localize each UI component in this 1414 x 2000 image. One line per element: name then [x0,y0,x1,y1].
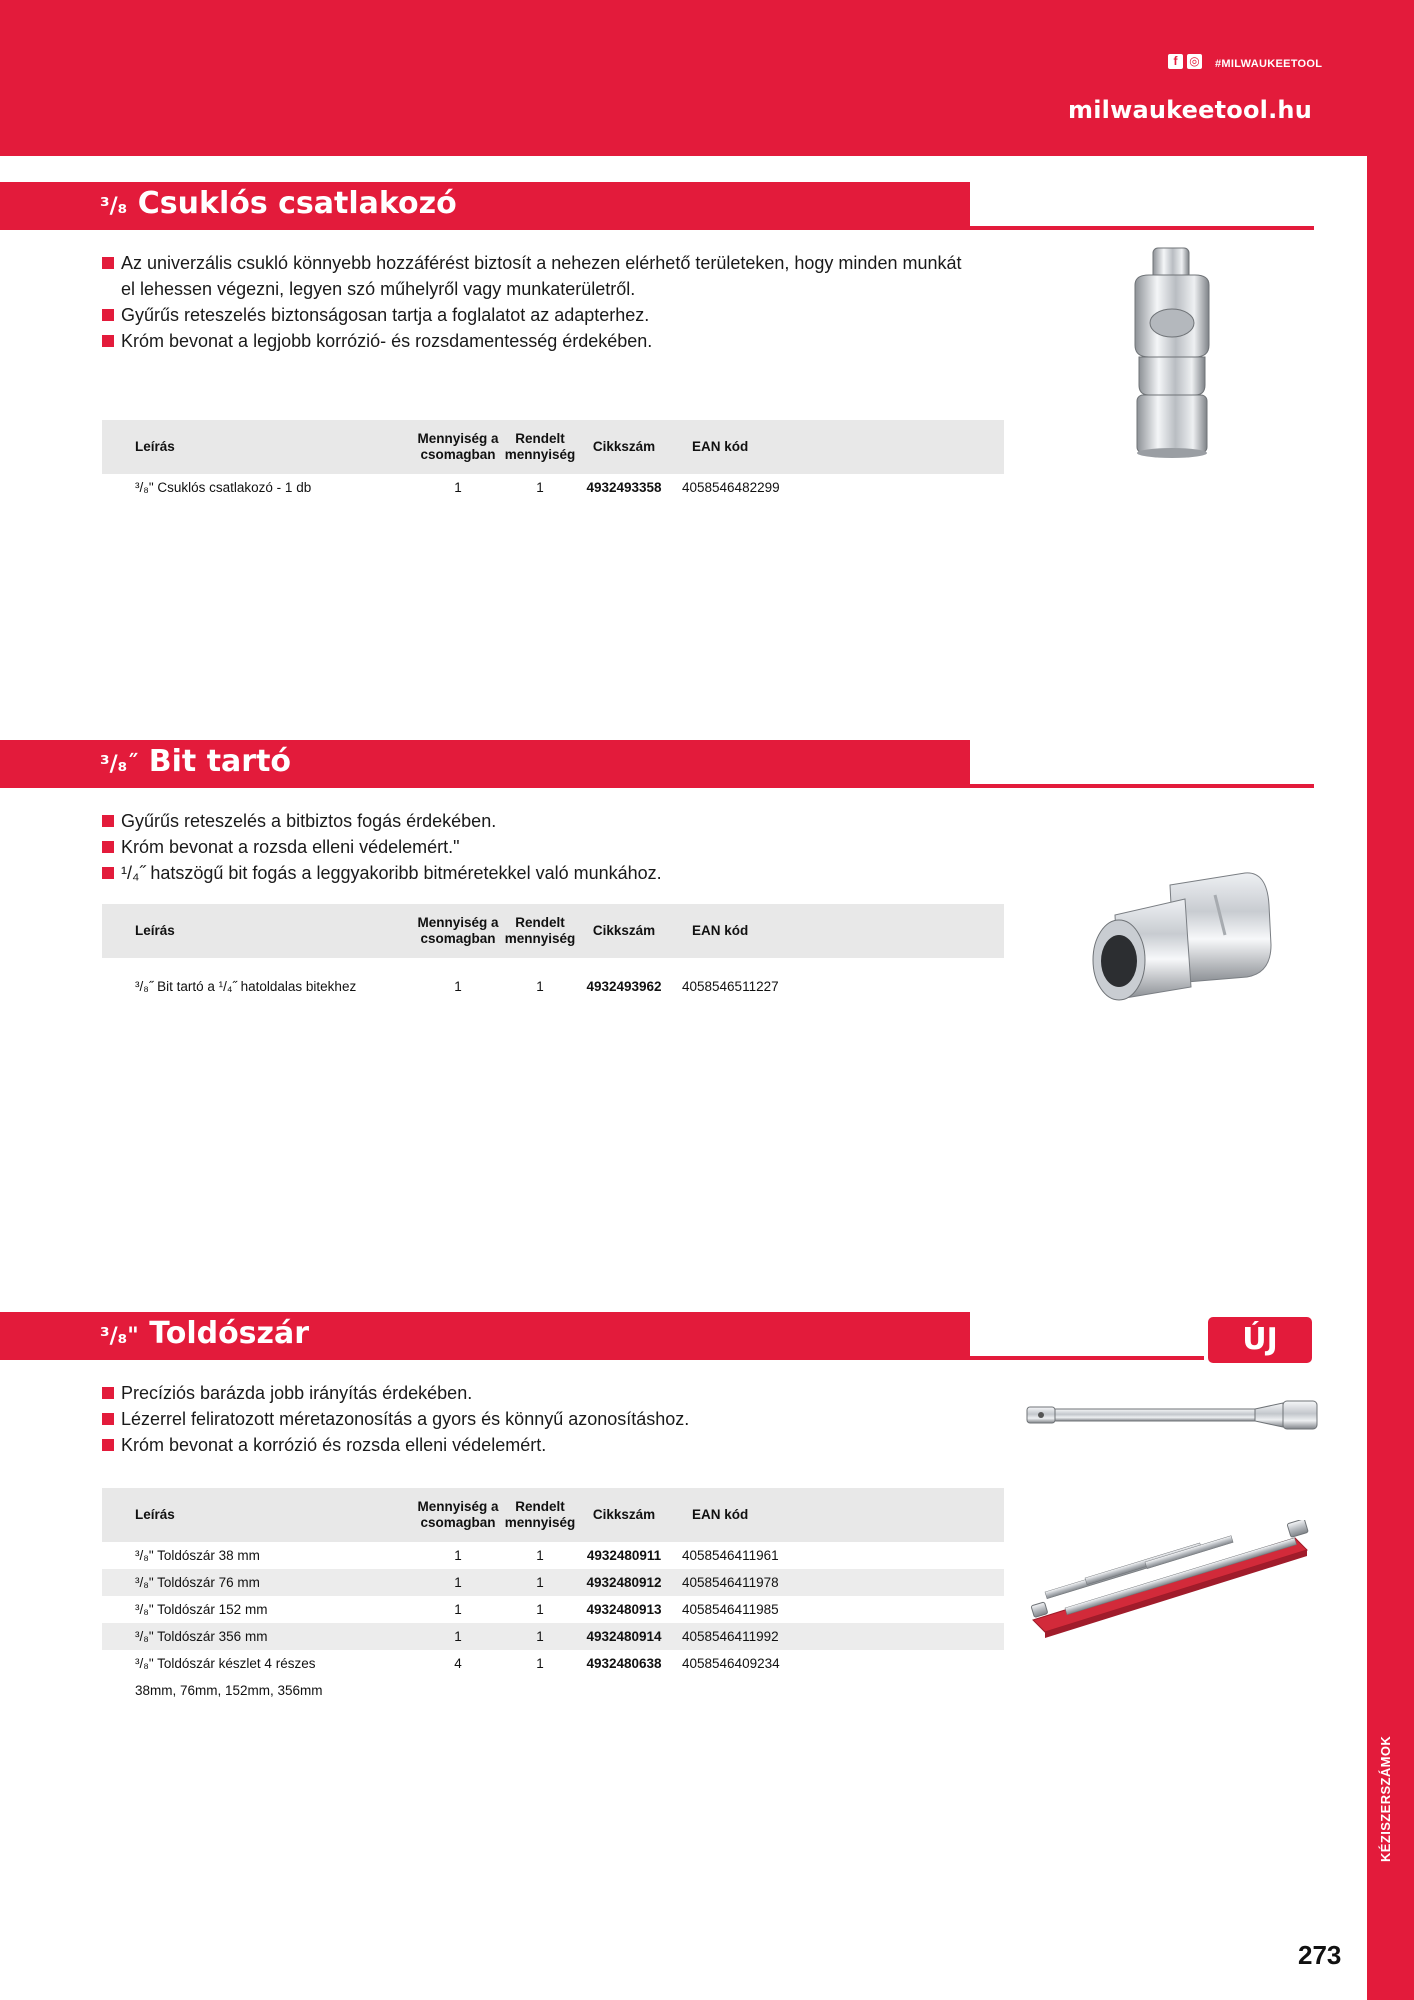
table-row [102,1542,1004,1569]
cell-order: 1 [536,1575,544,1590]
table-note-row [102,1677,1004,1704]
list-item: Króm bevonat a rozsda elleni védelemért." [102,834,962,860]
section-line [970,784,1314,788]
cell-order: 1 [536,1602,544,1617]
col-header-desc: Leírás [135,439,175,454]
cell-ean: 4058546409234 [682,1656,780,1671]
table-row [102,1569,1004,1596]
cell-qty: 1 [454,1548,462,1563]
list-item: Lézerrel feliratozott méretazonosítás a gyors és könnyű azonosításhoz. [102,1406,962,1432]
col-header-sku: Cikkszám [592,1507,656,1522]
cell-desc: ³/₈˝ Bit tartó a ¹/₄˝ hatoldalas bitekhez [135,978,357,994]
cell-desc: ³/₈" Toldószár 76 mm [135,1575,260,1590]
cell-order: 1 [536,1656,544,1671]
list-item: Az univerzális csukló könnyebb hozzáférést biztosít a nehezen elérhető területeken, hogy minden munkát el lehessen végezni, legyen szó műhelyről vagy munkaterületről. [102,250,962,302]
table-row [102,1596,1004,1623]
cell-ean: 4058546411985 [682,1602,779,1617]
section-line [970,226,1314,230]
feature-list-csuklos [102,250,962,354]
cell-sku: 4932480911 [586,1548,662,1563]
table-row [102,474,1004,501]
cell-sku: 4932493962 [586,978,662,994]
cell-qty: 1 [454,480,462,495]
cell-desc: ³/₈" Toldószár készlet 4 részes [135,1656,316,1671]
cell-qty: 1 [454,978,462,994]
cell-order: 1 [536,1629,544,1644]
extension-set-image [1025,1520,1320,1640]
cell-order: 1 [536,1548,544,1563]
side-category-label: KÉZISZERSZÁMOK [1378,1735,1393,1862]
section-title-csuklos: ³/₈ Csuklós csatlakozó [100,186,457,221]
col-header-desc: Leírás [135,923,175,938]
col-header-order: Rendelt mennyiség [504,431,576,462]
cell-order: 1 [536,480,544,495]
cell-ean: 4058546411978 [682,1575,779,1590]
cell-qty: 4 [454,1656,462,1671]
col-header-qty: Mennyiség a csomagban [417,431,499,462]
site-url[interactable]: milwaukeetool.hu [1068,96,1312,124]
bit-holder-image [1075,865,1275,1015]
extension-bar-image [1025,1395,1320,1435]
col-header-order: Rendelt mennyiség [504,915,576,946]
cell-ean: 4058546411961 [682,1548,779,1563]
cell-desc: ³/₈" Toldószár 38 mm [135,1548,260,1563]
cell-desc: ³/₈" Csuklós csatlakozó - 1 db [135,480,312,495]
col-header-ean: EAN kód [692,1507,749,1522]
feature-list-toldoszar [102,1380,962,1458]
product-table-toldoszar [102,1488,1004,1704]
product-table-bit-tarto [102,904,1004,1014]
cell-qty: 1 [454,1575,462,1590]
cell-order: 1 [536,978,544,994]
cell-ean: 4058546511227 [682,978,779,994]
cell-qty: 1 [454,1629,462,1644]
cell-desc: ³/₈" Toldószár 356 mm [135,1629,268,1644]
hashtag: #MILWAUKEETOOL [1215,58,1323,70]
list-item: Gyűrűs reteszelés biztonságosan tartja a foglalatot az adapterhez. [102,302,962,328]
col-header-ean: EAN kód [692,439,749,454]
cell-desc: ³/₈" Toldószár 152 mm [135,1602,268,1617]
header-band [0,0,1414,156]
cell-ean: 4058546411992 [682,1629,779,1644]
table-row [102,1623,1004,1650]
social-links [1168,54,1202,69]
list-item: Gyűrűs reteszelés a bitbiztos fogás érdekében. [102,808,962,834]
col-header-qty: Mennyiség a csomagban [417,915,499,946]
cell-sku: 4932493358 [586,480,662,495]
cell-sku: 4932480914 [586,1629,662,1644]
list-item: Króm bevonat a korrózió és rozsda elleni védelemért. [102,1432,962,1458]
feature-list-bit-tarto [102,808,962,886]
col-header-sku: Cikkszám [592,923,656,938]
instagram-icon[interactable]: ◎ [1187,54,1202,69]
side-band [1367,156,1414,2000]
cell-sku: 4932480912 [586,1575,662,1590]
section-line [970,1356,1204,1360]
table-row [102,958,1004,1014]
col-header-order: Rendelt mennyiség [504,1499,576,1530]
col-header-qty: Mennyiség a csomagban [417,1499,499,1530]
new-badge: ÚJ [1208,1317,1312,1363]
col-header-ean: EAN kód [692,923,749,938]
col-header-sku: Cikkszám [592,439,656,454]
table-row [102,1650,1004,1677]
cell-ean: 4058546482299 [682,480,780,495]
facebook-icon[interactable]: f [1168,54,1183,69]
universal-joint-image [1125,245,1220,460]
product-table-csuklos [102,420,1004,501]
page-number: 273 [1298,1940,1342,1970]
list-item: Precíziós barázda jobb irányítás érdekében. [102,1380,962,1406]
cell-note: 38mm, 76mm, 152mm, 356mm [135,1683,323,1698]
cell-sku: 4932480638 [586,1656,662,1671]
col-header-desc: Leírás [135,1507,175,1522]
cell-sku: 4932480913 [586,1602,662,1617]
cell-qty: 1 [454,1602,462,1617]
list-item: ¹/₄˝ hatszögű bit fogás a leggyakoribb bitméretekkel való munkához. [102,860,962,886]
section-title-bit-tarto: ³/₈˝ Bit tartó [100,744,292,779]
list-item: Króm bevonat a legjobb korrózió- és rozsdamentesség érdekében. [102,328,962,354]
section-title-toldoszar: ³/₈" Toldószár [100,1316,310,1351]
